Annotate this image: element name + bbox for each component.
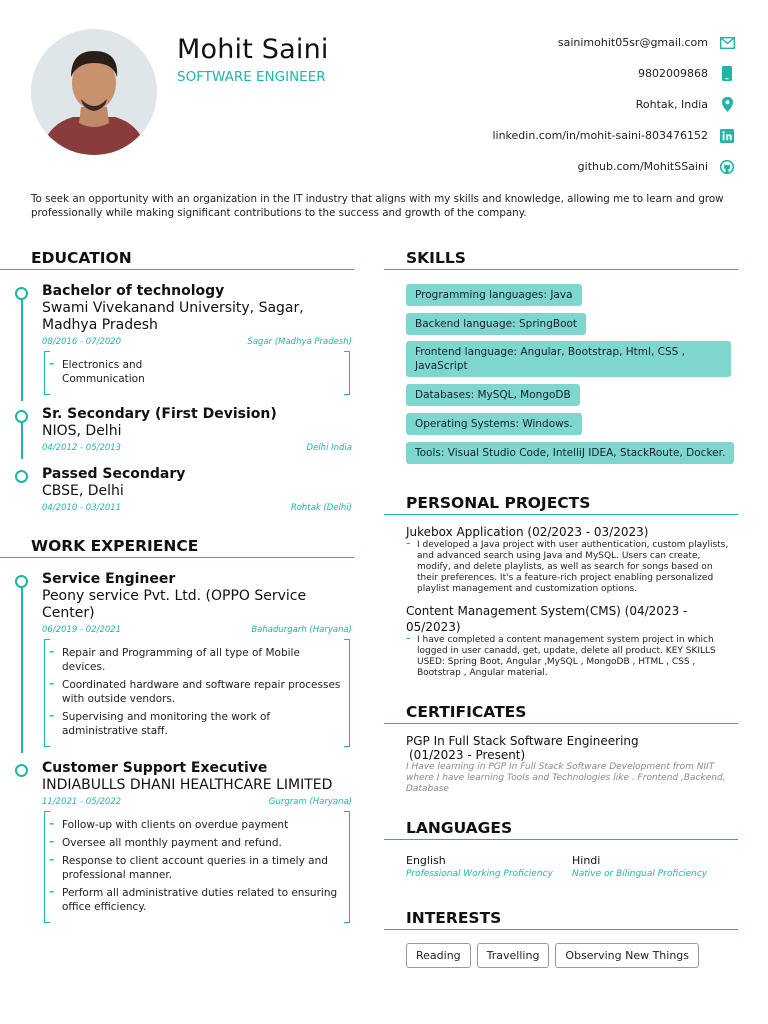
entry-org: Swami Vivekanand University, Sagar, Madhya Pradesh	[42, 300, 304, 333]
phone-icon	[718, 65, 736, 83]
linkedin-icon	[718, 127, 736, 145]
project-title: Content Management System(CMS) (04/2023 - 05/2023)	[406, 604, 688, 634]
contact-location: Rohtak, India	[376, 89, 736, 120]
timeline-line	[21, 300, 23, 401]
language-name: Hindi	[572, 854, 601, 867]
entry-title: Customer Support Executive	[42, 760, 268, 776]
entry-dates: 08/2016 - 07/2020	[42, 337, 122, 347]
skills-heading: SKILLS	[384, 243, 738, 270]
interest-tag: Travelling	[477, 943, 550, 968]
entry-dates: 04/2012 - 05/2013	[42, 443, 122, 453]
entry-bullet: – Follow-up with clients on overdue payment	[62, 818, 344, 832]
career-summary: To seek an opportunity with an organization in the IT industry that aligns with my skills and knowledge, allowing me to learn and grow professionally while making significant contributions to the success and growth of the company.	[31, 193, 724, 219]
skill-tag: Databases: MySQL, MongoDB	[406, 384, 580, 406]
experience-entry	[0, 759, 354, 923]
contact-email[interactable]: sainimohit05sr@gmail.com	[376, 27, 736, 58]
entry-details	[42, 351, 352, 395]
entry-meta	[42, 503, 352, 513]
interest-tag: Reading	[406, 943, 471, 968]
entry-bullet: – Oversee all monthly payment and refund.	[62, 836, 344, 850]
certificate-description: I Have learning in PGP In Full Stack Software Development from NIIT where I have learning Tools and Technologies like . Frontend ,Backend, Database	[406, 762, 726, 794]
entry-dates: 06/2019 - 02/2021	[42, 625, 122, 635]
timeline-dot-icon	[15, 410, 28, 423]
entry-bullet: – Perform all administrative duties related to ensuring office efficiency.	[62, 886, 344, 914]
entry-meta	[42, 625, 352, 635]
entry-org: CBSE, Delhi	[42, 483, 124, 499]
timeline-line	[21, 588, 23, 753]
entry-bullet: – Repair and Programming of all type of Mobile devices.	[62, 646, 344, 674]
certificate-title: PGP In Full Stack Software Engineering	[406, 734, 639, 748]
skill-tag: Programming languages: Java	[406, 284, 582, 306]
experience-entry	[0, 570, 354, 747]
language-name: English	[406, 854, 446, 867]
skills-list	[384, 270, 738, 470]
entry-location: Rohtak (Delhi)	[290, 503, 352, 513]
languages-heading: LANGUAGES	[384, 813, 738, 840]
timeline-line	[21, 423, 23, 459]
language-level: Professional Working Proficiency	[406, 869, 553, 879]
entry-location: Sagar (Madhya Pradesh)	[247, 337, 352, 347]
entry-details	[42, 639, 352, 747]
language-item	[406, 854, 572, 881]
project-description: – I have completed a content management system project in which logged in user canadd, get, update, delete all product. KEY SKILLS USED: Spring Boot, Angular ,MySQL , MongoDB , HTML , CSS , Bootstrap , Angular material.	[406, 635, 730, 679]
contact-linkedin[interactable]: linkedin.com/in/mohit-saini-803476152	[376, 120, 736, 151]
timeline-dot-icon	[15, 287, 28, 300]
projects-heading: PERSONAL PROJECTS	[384, 488, 738, 515]
skill-tag: Tools: Visual Studio Code, IntelliJ IDEA, StackRoute, Docker.	[406, 442, 734, 464]
timeline-dot-icon	[15, 764, 28, 777]
timeline-dot-icon	[15, 470, 28, 483]
entry-meta	[42, 443, 352, 453]
skill-tag: Backend language: SpringBoot	[406, 313, 586, 335]
experience-heading: WORK EXPERIENCE	[0, 531, 354, 558]
entry-dates: 11/2021 - 05/2022	[42, 797, 122, 807]
entry-bullet: – Supervising and monitoring the work of administrative staff.	[62, 710, 344, 738]
entry-bullet: – Response to client account queries in a timely and professional manner.	[62, 854, 344, 882]
languages-list	[384, 854, 738, 881]
left-column	[0, 243, 354, 929]
entry-bullet: – Electronics and Communication	[62, 358, 162, 386]
education-entry	[0, 282, 354, 395]
contact-list	[376, 27, 736, 182]
entry-location: Delhi India	[306, 443, 352, 453]
entry-details	[42, 811, 352, 923]
language-level: Native or Bilingual Proficiency	[572, 869, 708, 879]
project-title: Jukebox Application (02/2023 - 03/2023)	[406, 525, 649, 539]
right-column	[384, 243, 738, 968]
entry-org: NIOS, Delhi	[42, 423, 122, 439]
entry-title: Sr. Secondary (First Devision)	[42, 406, 277, 422]
interest-tag: Observing New Things	[555, 943, 699, 968]
skill-tag: Operating Systems: Windows.	[406, 413, 582, 435]
profile-photo	[31, 29, 157, 155]
entry-bullet: – Coordinated hardware and software repair processes with outside vendors.	[62, 678, 344, 706]
certificates-heading: CERTIFICATES	[384, 697, 738, 724]
project-item	[384, 524, 738, 595]
project-item	[384, 603, 738, 679]
person-silhouette-icon	[31, 29, 157, 155]
entry-dates: 04/2010 - 03/2011	[42, 503, 122, 513]
entry-location: Gurgram (Haryana)	[268, 797, 352, 807]
entry-meta	[42, 337, 352, 347]
education-entry	[0, 465, 354, 513]
contact-phone[interactable]: 9802009868	[376, 58, 736, 89]
contact-github[interactable]: github.com/MohitSSaini	[376, 151, 736, 182]
certificate-item	[384, 734, 738, 795]
entry-meta	[42, 797, 352, 807]
candidate-name: Mohit Saini	[177, 34, 329, 65]
entry-org: Peony service Pvt. Ltd. (OPPO Service Center)	[42, 588, 307, 621]
location-icon	[718, 96, 736, 114]
candidate-role: SOFTWARE ENGINEER	[177, 69, 326, 85]
project-description: – I developed a Java project with user authentication, custom playlists, and advanced search using Java and MySQL. Users can create, modify, and delete playlists, as well as search for songs based on their preferences. It's a feature-rich project enabling personalized playlist management and customization options.	[406, 540, 730, 595]
language-item	[572, 854, 738, 881]
interests-heading: INTERESTS	[384, 903, 738, 930]
education-entry	[0, 405, 354, 453]
entry-title: Passed Secondary	[42, 466, 186, 482]
certificate-dates: (01/2023 - Present)	[409, 748, 526, 762]
skill-tag: Frontend language: Angular, Bootstrap, Html, CSS , JavaScript	[406, 341, 731, 377]
github-icon	[718, 158, 736, 176]
entry-org: INDIABULLS DHANI HEALTHCARE LIMITED	[42, 777, 333, 793]
timeline-dot-icon	[15, 575, 28, 588]
entry-title: Service Engineer	[42, 571, 176, 587]
entry-title: Bachelor of technology	[42, 283, 225, 299]
interests-list	[384, 943, 738, 968]
email-icon	[718, 34, 736, 52]
entry-location: Bahadurgarh (Haryana)	[251, 625, 352, 635]
education-heading: EDUCATION	[0, 243, 354, 270]
